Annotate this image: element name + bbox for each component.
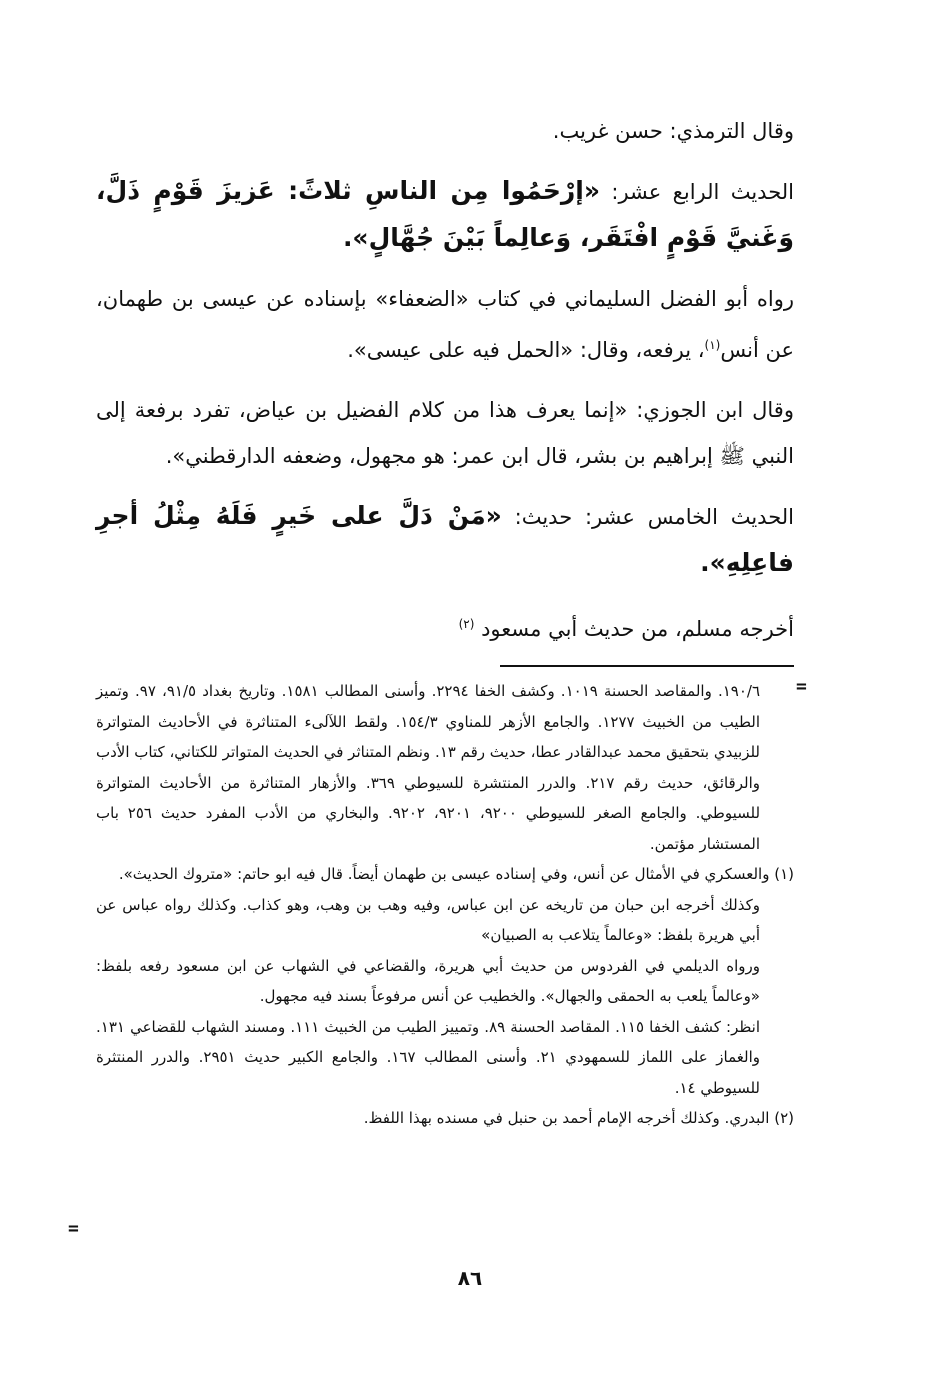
footnotes bbox=[96, 676, 794, 1134]
paragraph-text: ، يرفعه، وقال: «الحمل فيه على عيسى». bbox=[347, 338, 705, 362]
paragraph-sulaymani bbox=[96, 276, 794, 373]
footnote-divider bbox=[500, 665, 794, 667]
paragraph-hadith-15 bbox=[96, 493, 794, 587]
footnote-ref-2: (٢) bbox=[458, 617, 475, 631]
paragraph-muslim bbox=[96, 601, 794, 652]
footnote-1-daylami: ورواه الديلمي في الفردوس من حديث أبي هريرة، والقضاعي في الشهاب عن ابن مسعود رفعه بلفظ: «وعالماً يلعب به الحمقى والجهال». والخطيب عن أنس مرفوعاً بسند فيه مجهول. bbox=[96, 956, 760, 1005]
paragraph-ibn-jawzi bbox=[96, 387, 794, 479]
hadith-heading: الحديث الخامس عشر: حديث: bbox=[501, 505, 794, 529]
footnote-1: (١) والعسكري في الأمثال عن أنس، وفي إسناده عيسى بن طهمان أيضاً. قال فيه ابو حاتم: «متروك الحديث». bbox=[118, 865, 794, 883]
hadith-text: «مَنْ دَلَّ على خَيرٍ فَلَهُ مِثْلُ أجرِ فاعِلِهِ». bbox=[96, 501, 794, 577]
paragraph-hadith-14 bbox=[96, 168, 794, 262]
paragraph-text: رواه أبو الفضل السليماني في كتاب «الضعفاء» بإسناده عن عيسى بن طهمان، عن أنس bbox=[96, 287, 794, 362]
page-number: ٨٦ bbox=[457, 1266, 483, 1290]
hadith-text: «إرْحَمُوا مِن الناسِ ثلاثً: عَزيزَ قَوْمٍ ذَلَّ، وَغَنيَّ قَوْمٍ افْتَقَر، وَعالِماً بَيْنَ جُهَّالٍ». bbox=[96, 176, 794, 252]
footnote-1-references: انظر: كشف الخفا ١١٥. المقاصد الحسنة ٨٩. وتمييز الطيب من الخبيث ١١١. ومسند الشهاب للقضاعي ١٣١. والغماز على اللماز للسمهودي ٢١. وأسنى المطالب ١٦٧. والجامع الكبير حديث ٢٩٥١. والدرر المنتثرة للسيوطي ١٤. bbox=[96, 1017, 761, 1097]
footnote-2: (٢) البدري. وكذلك أخرجه الإمام أحمد بن حنبل في مسنده بهذا اللفظ. bbox=[363, 1109, 794, 1127]
paragraph-text: وقال ابن الجوزي: «إنما يعرف هذا من كلام الفضيل بن عياض، تفرد برفعة إلى النبي ﷺ إبراهيم بن بشر، قال ابن عمر: هو مجهول، وضعفه الدارقطني». bbox=[96, 398, 794, 468]
continuation-mark: = bbox=[68, 1218, 79, 1239]
hadith-heading: الحديث الرابع عشر: bbox=[600, 180, 794, 204]
main-text bbox=[96, 108, 794, 666]
footnote-continuation: ١٩٠/٦. والمقاصد الحسنة ١٠١٩. وكشف الخفا ٢٢٩٤. وأسنى المطالب ١٥٨١. وتاريخ بغداد ٩١/٥، ٩٧. وتميز الطيب من الخبيث ١٢٧٧. والجامع الأزهر للمناوي ١٥٤/٣. ولقط اللآلىء المتناثرة في الأحاديث المتواترة للزبيدي بتحقيق محمد عبدالقادر عطا، حديث رقم ١٣. ونظم المتناثر في الحديث المتواتر للكتاني، كتاب الأدب والرقائق، حديث رقم ٢١٧. والدرر المنتشرة للسيوطي ٣٦٩. والأزهار المتناثرة من الأحاديث المتواترة للسيوطي. والجامع الصغر للسيوطي ٩٢٠٠، ٩٢٠١، ٩٢٠٢. والبخاري من الأدب المفرد حديث ٢٥٦ باب المستشار مؤتمن. bbox=[96, 682, 761, 853]
footnote-ref-1: (١) bbox=[704, 338, 721, 352]
paragraph-tirmidhi bbox=[96, 108, 794, 154]
continuation-mark: = bbox=[796, 676, 807, 697]
paragraph-text: وقال الترمذي: حسن غريب. bbox=[552, 119, 794, 143]
paragraph-text: أخرجه مسلم، من حديث أبي مسعود bbox=[481, 617, 794, 641]
footnote-1-ibn-hibban: وكذلك أخرجه ابن حبان من تاريخه عن ابن عباس، وفيه وهب بن وهب، وهو كذاب. وكذلك رواه عباس عن أبي هريرة بلفظ: «وعالماً يتلاعب به الصبيان» bbox=[96, 895, 760, 944]
